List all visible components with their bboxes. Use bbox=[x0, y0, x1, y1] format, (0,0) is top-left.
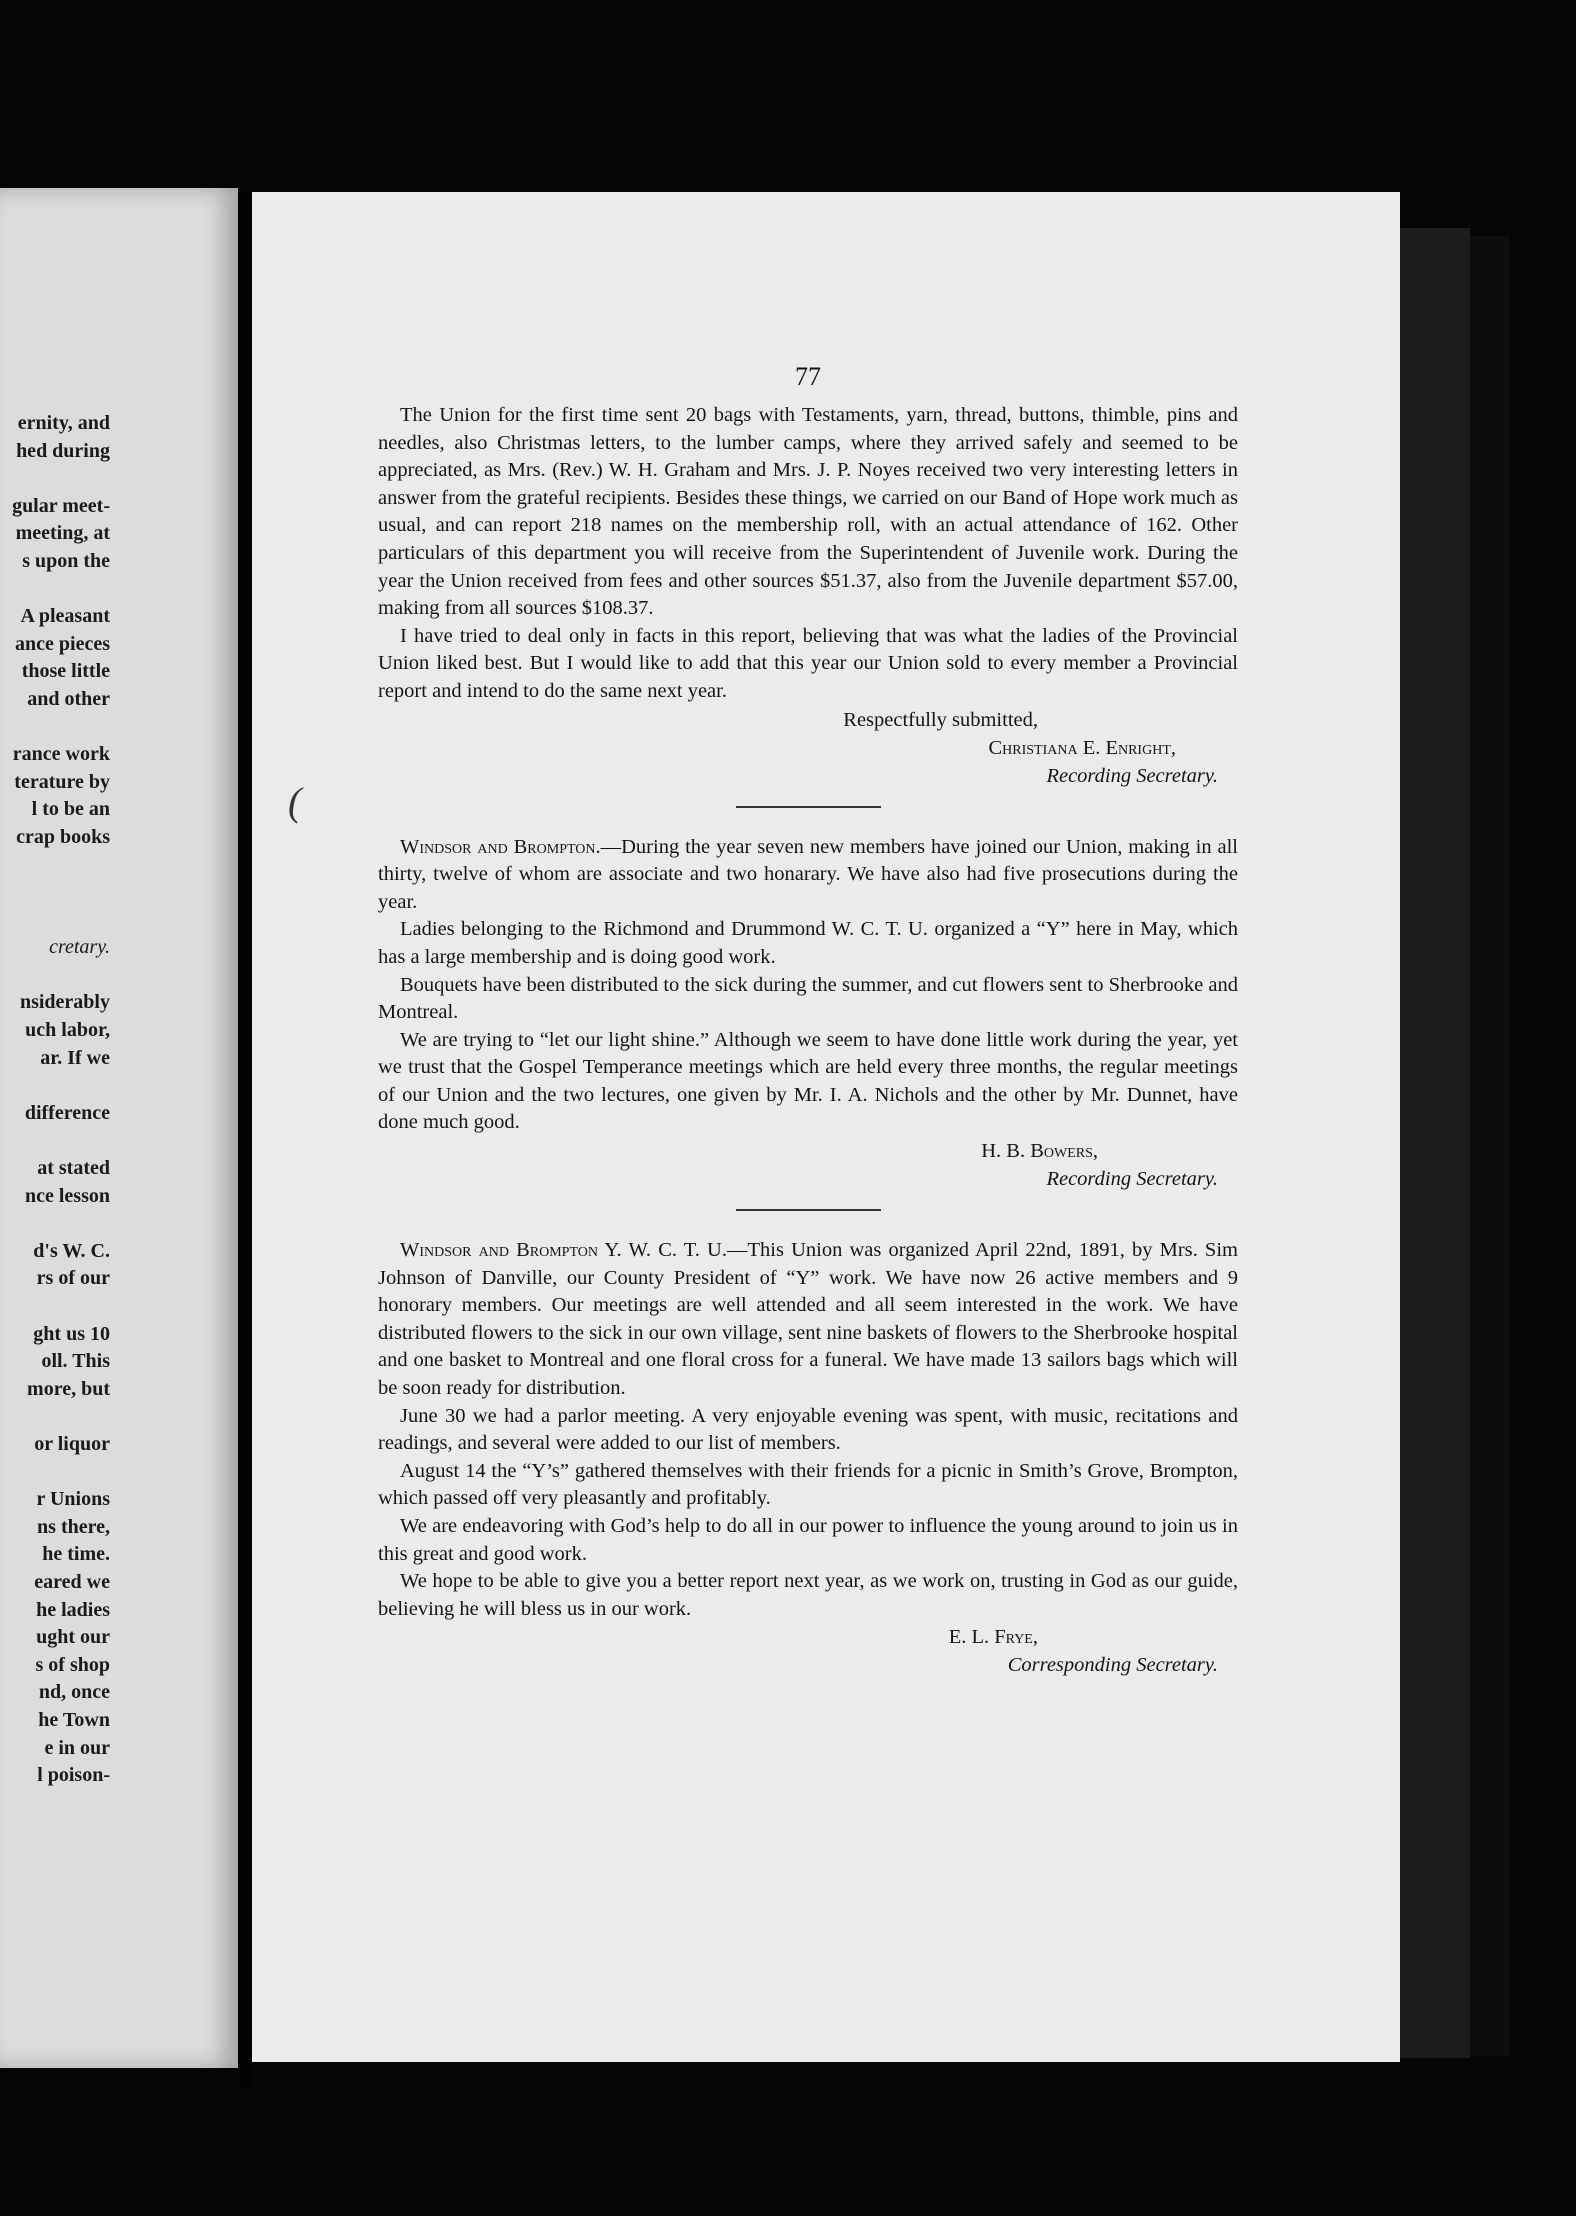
signer-title: Recording Secretary. bbox=[1046, 1168, 1218, 1191]
section-ywctu bbox=[378, 1237, 1238, 1679]
page-edge bbox=[1400, 228, 1470, 2058]
left-page-line: he Town bbox=[38, 1708, 110, 1731]
left-page-line: and other bbox=[27, 687, 110, 710]
main-page bbox=[252, 192, 1400, 2062]
left-page-line bbox=[12, 1403, 110, 1431]
left-page-line: at stated bbox=[37, 1157, 110, 1180]
left-page-line bbox=[12, 1072, 110, 1100]
left-page-line: d's W. C. bbox=[33, 1239, 110, 1262]
left-page-line: hed during bbox=[16, 439, 110, 462]
left-page-line: ance pieces bbox=[15, 632, 110, 655]
left-page-line: more, but bbox=[27, 1377, 110, 1400]
left-page-line: uch labor, bbox=[25, 1019, 110, 1042]
left-page-line: ght us 10 bbox=[33, 1322, 110, 1345]
left-page-line: nsiderably bbox=[19, 991, 110, 1014]
paragraph: We hope to be able to give you a better report next year, as we work on, trusting in God as our guide, believing he will bless us in our work. bbox=[378, 1570, 1238, 1620]
left-page-line bbox=[12, 852, 110, 880]
left-page-line bbox=[12, 1459, 110, 1487]
left-page-line: difference bbox=[24, 1101, 110, 1124]
paragraph: Windsor and Brompton Y. W. C. T. U.—This Union was organized April 22nd, 1891, by Mrs. Sim Johnson of Danville, our County President of “Y” work. We have now 26 active members and 9 honorary members. Our meetings are well attended and all seem interested in the work. We have distributed flowers to the sick in our own village, sent nine baskets of flowers to the Sherbrooke hospital and one basket to Montreal and one floral cross for a funeral. We have made 13 sailors bags which will be soon ready for distribution. bbox=[378, 1239, 1238, 1400]
left-page-line: he time. bbox=[42, 1543, 110, 1566]
paragraph: August 14 the “Y’s” gathered themselves with their friends for a picnic in Smith’s Grove, Brompton, which passed off very pleasantly and profitably. bbox=[378, 1459, 1238, 1510]
left-page-line bbox=[12, 714, 110, 742]
left-page-line: rs of our bbox=[36, 1267, 110, 1290]
paragraph: We are trying to “let our light shine.” Although we seem to have done little work during the year, yet we trust that the Gospel Temperance meetings which are held every three months, the regular meetings of our Union and the two lectures, one given by Mr. I. A. Nichols and the other by Mr. Dunnet, have done much good. bbox=[378, 1028, 1238, 1134]
paragraph: I have tried to deal only in facts in this report, believing that was what the ladies of the Provincial Union liked best. But I would like to add that this year our Union sold to every member a Provincial report and intend to do the same next year. bbox=[378, 624, 1238, 702]
left-page-line bbox=[12, 1210, 110, 1238]
page-number: 77 bbox=[795, 362, 821, 391]
left-page-line: crap books bbox=[16, 825, 110, 848]
signer-name: H. B. Bowers, bbox=[981, 1140, 1098, 1163]
left-page-line: ar. If we bbox=[40, 1046, 110, 1069]
left-page-line: oll. This bbox=[41, 1350, 110, 1373]
section-heading: Windsor and Brompton. bbox=[400, 835, 601, 858]
left-page-fragment bbox=[0, 188, 238, 2068]
section-report-1 bbox=[378, 402, 1238, 790]
left-page-line: ns there, bbox=[37, 1515, 110, 1538]
left-page-line: gular meet- bbox=[12, 494, 110, 517]
left-page-line: rance work bbox=[12, 743, 110, 766]
section-divider bbox=[736, 806, 881, 808]
left-page-line: l poison- bbox=[37, 1764, 110, 1787]
book-gutter bbox=[238, 188, 252, 2088]
section-heading: Windsor and Brompton bbox=[400, 1239, 598, 1262]
section-divider bbox=[736, 1209, 881, 1211]
left-page-line: ernity, and bbox=[17, 412, 110, 434]
left-page-line bbox=[12, 962, 110, 990]
left-page-line: or liquor bbox=[34, 1432, 110, 1455]
left-page-line: A pleasant bbox=[20, 605, 110, 628]
left-page-line: r Unions bbox=[36, 1488, 110, 1511]
margin-mark: ( bbox=[288, 779, 302, 824]
page-content bbox=[378, 362, 1238, 1679]
left-page-line: l to be an bbox=[31, 798, 110, 821]
signer-name: Christiana E. Enright, bbox=[988, 736, 1176, 759]
left-page-line bbox=[12, 907, 110, 935]
paragraph: We are endeavoring with God’s help to do all in our power to influence the young around to join us in this great and good work. bbox=[378, 1515, 1238, 1565]
left-page-line: cretary. bbox=[49, 936, 110, 959]
paragraph: Ladies belonging to the Richmond and Drummond W. C. T. U. organized a “Y” here in May, which has a large membership and is doing good work. bbox=[378, 918, 1238, 968]
book-edge bbox=[1470, 236, 1510, 2056]
left-page-line: s upon the bbox=[22, 549, 110, 572]
left-page-line bbox=[12, 1293, 110, 1321]
signer-title: Corresponding Secretary. bbox=[1007, 1654, 1218, 1677]
left-page-line: s of shop bbox=[35, 1653, 110, 1676]
left-page-line: terature by bbox=[14, 770, 110, 793]
left-page-text bbox=[12, 410, 110, 1790]
paragraph: The Union for the first time sent 20 bags with Testaments, yarn, thread, buttons, thimble, pins and needles, also Christmas letters, to the lumber camps, where they arrived safely and seemed to be appreciated, as Mrs. (Rev.) W. H. Graham and Mrs. J. P. Noyes received two very interesting letters in answer from the grateful recipients. Besides these things, we carried on our Band of Hope work much as usual, and can report 218 names on the membership roll, with an actual attendance of 162. Other particulars of this department you will receive from the Superintendent of Juvenile work. During the year the Union received from fees and other sources $51.37, also from the Juvenile department $57.00, making from all sources $108.37. bbox=[378, 404, 1238, 620]
left-page-line: meeting, at bbox=[15, 522, 110, 545]
left-page-line: nce lesson bbox=[25, 1184, 110, 1207]
signer-name: E. L. Frye, bbox=[948, 1626, 1038, 1649]
left-page-line bbox=[12, 1127, 110, 1155]
left-page-line: e in our bbox=[44, 1736, 110, 1759]
paragraph: Bouquets have been distributed to the sick during the summer, and cut flowers sent to Sherbrooke and Montreal. bbox=[378, 973, 1238, 1024]
left-page-line: he ladies bbox=[36, 1598, 110, 1621]
left-page-line: nd, once bbox=[38, 1681, 110, 1704]
paragraph: June 30 we had a parlor meeting. A very enjoyable evening was spent, with music, recitations and readings, and several were added to our list of members. bbox=[378, 1404, 1238, 1455]
closing-line: Respectfully submitted, bbox=[843, 708, 1038, 731]
section-windsor-brompton bbox=[378, 834, 1238, 1194]
paragraph: Windsor and Brompton.—During the year seven new members have joined our Union, making in all thirty, twelve of whom are associate and two honarary. We have also had five prosecutions during the year. bbox=[378, 835, 1238, 913]
left-page-line: those little bbox=[21, 660, 110, 683]
left-page-line bbox=[12, 576, 110, 604]
left-page-line bbox=[12, 465, 110, 493]
signer-title: Recording Secretary. bbox=[1046, 764, 1218, 787]
left-page-line bbox=[12, 879, 110, 907]
left-page-line: eared we bbox=[34, 1570, 110, 1593]
left-page-line: ught our bbox=[36, 1626, 110, 1649]
